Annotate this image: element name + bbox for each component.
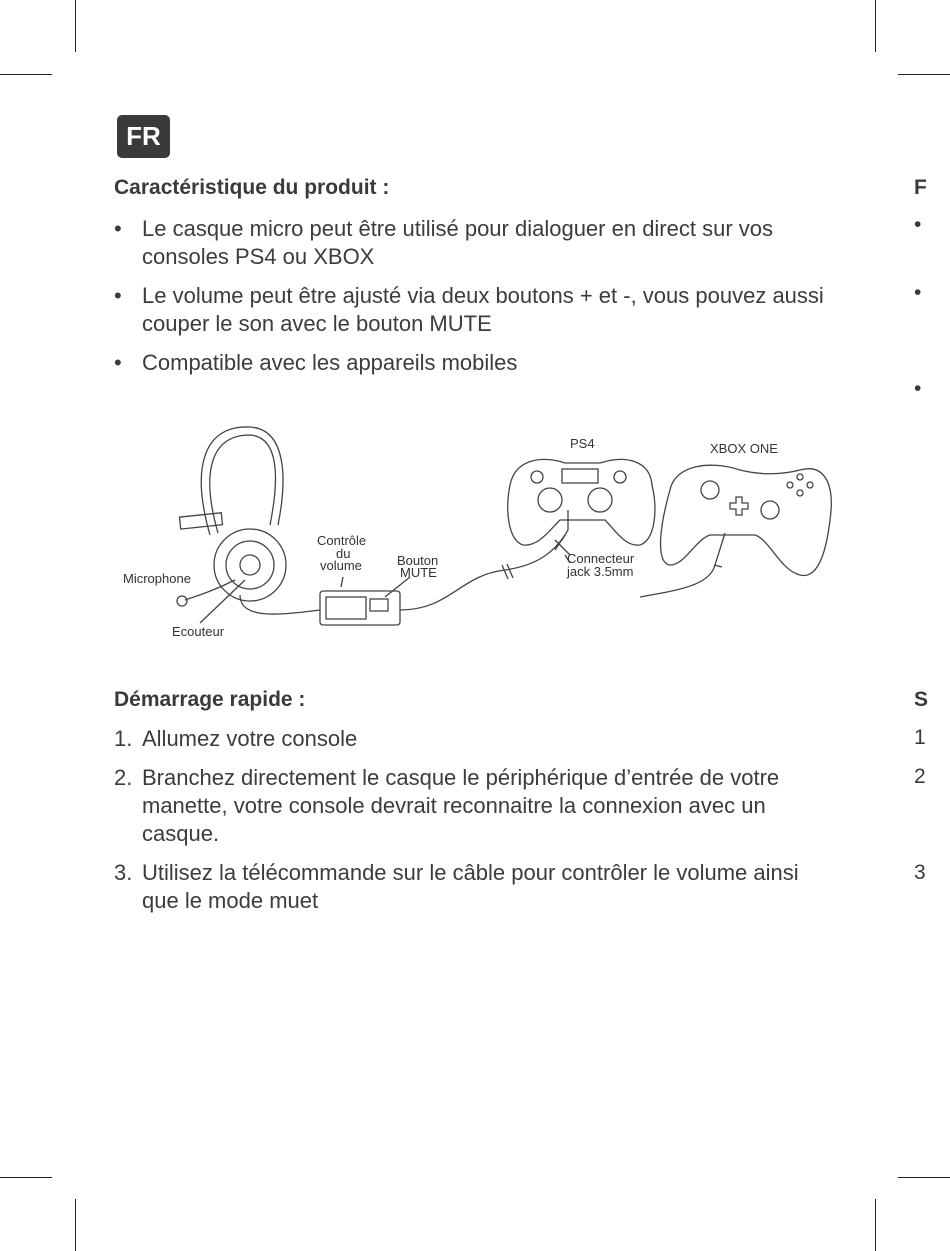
crop-mark [898,74,950,75]
next-page-bullet-fragment: • [914,377,922,400]
crop-mark [0,74,52,75]
crop-mark [75,0,76,52]
xbox-one-label: XBOX ONE [710,441,778,456]
quickstart-heading: Démarrage rapide : [114,688,306,711]
microphone-label: Microphone [123,571,191,586]
next-page-bullet-fragment: • [914,281,922,304]
step-number: 2. [114,765,133,790]
step-number: 1. [114,726,133,751]
step-text: Allumez votre console [142,726,358,751]
crop-mark [875,0,876,52]
list-item [114,764,834,848]
list-item: • Compatible avec les appareils mobiles [114,349,834,377]
features-list [114,215,834,377]
xbox-one-controller [661,465,832,575]
connector-label-1: Connecteur [567,551,635,566]
step-text: Utilisez la télécommande sur le câble pour contrôler le volume ainsi que le mode muet [142,860,799,913]
quickstart-steps [114,725,834,915]
crop-mark [875,1199,876,1251]
next-page-step-fragment: 1 [914,726,926,749]
volume-control-label-2: du [336,546,351,561]
connector-label-2: jack 3.5mm [567,564,634,579]
list-item: • Le casque micro peut être utilisé pour dialoguer en direct sur vos consoles PS4 ou XBOX [114,215,834,271]
mute-button-label-1: Bouton [397,553,439,568]
earpiece-cup [214,529,286,601]
mute-button-label-2: MUTE [400,565,437,580]
list-item [114,725,834,753]
next-page-step-fragment: 2 [914,765,926,788]
earpiece-label: Ecouteur [172,624,225,639]
list-item [114,859,834,915]
next-page-bullet-fragment: • [914,213,922,236]
next-page-step-fragment: 3 [914,861,926,884]
features-heading: Caractéristique du produit : [114,176,390,199]
step-text: Branchez directement le casque le périphérique d’entrée de votre manette, votre console devrait reconnaitre la connexion avec un casque. [142,765,780,846]
volume-control-label-1: Contrôle [317,533,367,548]
language-badge: FR [117,115,170,158]
ps4-controller [508,459,655,545]
list-item: • Le volume peut être ajusté via deux boutons + et -, vous pouvez aussi couper le son avec le bouton MUTE [114,282,834,338]
crop-mark [0,1177,52,1178]
crop-mark [898,1177,950,1178]
crop-mark [75,1199,76,1251]
next-page-heading-fragment: F [914,176,927,199]
headset-connection-diagram [110,415,840,655]
next-page-heading-fragment: S [914,688,929,711]
step-number: 3. [114,860,133,885]
ps4-label: PS4 [570,436,595,451]
volume-control-label-3: volume [320,558,362,573]
